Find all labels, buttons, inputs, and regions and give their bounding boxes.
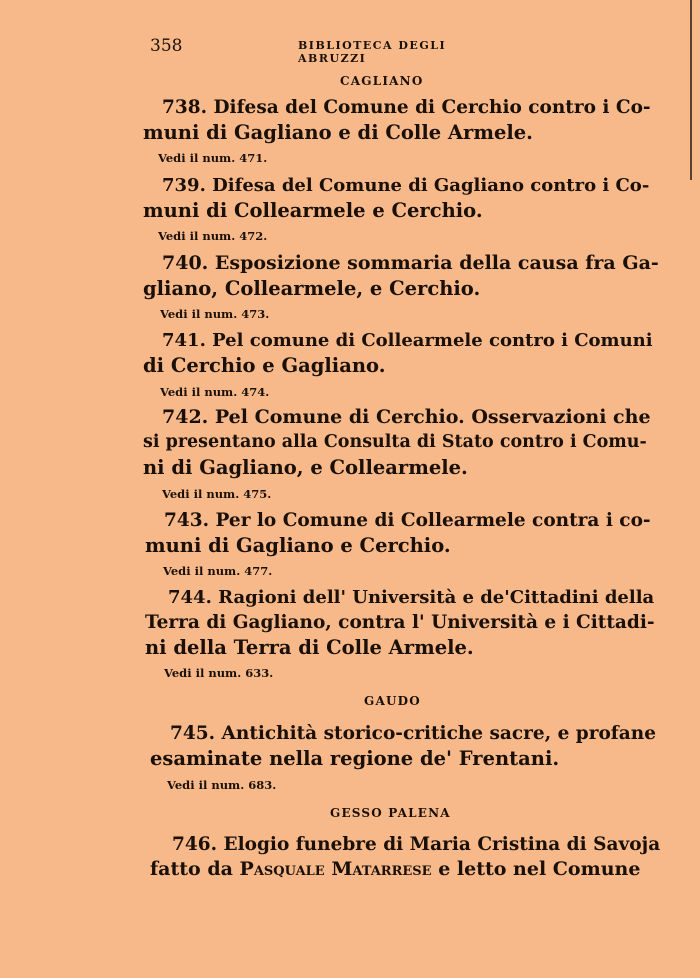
entry-number: 744. <box>168 587 212 608</box>
entry-text: Pel comune di Collearmele contro i Comuni <box>212 330 653 351</box>
entry-746-line-2 <box>150 857 640 882</box>
entry-text: Difesa del Comune di Gagliano contro i Co- <box>212 175 650 196</box>
entry-743-line-2: muni di Gagliano e Cerchio. <box>145 534 451 557</box>
entry-text: e letto nel Comune <box>431 858 641 880</box>
entry-number: 742. <box>162 406 209 428</box>
entry-text: Difesa del Comune di Cerchio contro i Co- <box>213 97 651 118</box>
entry-743-line-1 <box>164 508 651 533</box>
cross-reference: Vedi il num. 473. <box>160 307 270 321</box>
cross-reference: Vedi il num. 475. <box>162 487 272 501</box>
entry-746-line-1 <box>172 832 660 857</box>
entry-745-line-1 <box>170 721 656 746</box>
entry-number: 745. <box>170 723 216 744</box>
entry-739-line-2: muni di Collearmele e Cerchio. <box>143 199 483 222</box>
entry-738-line-1 <box>162 95 651 120</box>
section-heading: GESSO PALENA <box>330 806 451 820</box>
cross-reference: Vedi il num. 683. <box>167 778 277 792</box>
entry-742-line-2: si presentano alla Consulta di Stato contro i Comu- <box>143 432 647 452</box>
author-name: Pasquale Matarrese <box>239 858 432 880</box>
section-heading: GAUDO <box>364 694 421 708</box>
entry-text: Ragioni dell' Università e de'Cittadini della <box>218 587 655 608</box>
page-edge-rule <box>690 0 692 180</box>
entry-text: Elogio funebre di Maria Cristina di Savoja <box>223 834 661 855</box>
running-head <box>150 36 510 65</box>
entry-740-line-1 <box>162 251 659 276</box>
cross-reference: Vedi il num. 477. <box>163 564 273 578</box>
section-heading: CAGLIANO <box>340 74 424 88</box>
entry-number: 741. <box>162 330 206 351</box>
entry-741-line-1 <box>162 328 653 353</box>
cross-reference: Vedi il num. 474. <box>160 385 270 399</box>
entry-number: 739. <box>162 175 206 196</box>
entry-745-line-2: esaminate nella regione de' Frentani. <box>150 747 560 770</box>
entry-text: Antichità storico-critiche sacre, e profane <box>221 723 656 744</box>
cross-reference: Vedi il num. 471. <box>158 151 268 165</box>
entry-742-line-3: ni di Gagliano, e Collearmele. <box>143 456 468 479</box>
entry-number: 738. <box>162 97 208 118</box>
page-number: 358 <box>150 36 183 56</box>
entry-744-line-3: ni della Terra di Colle Armele. <box>145 636 474 659</box>
entry-text: Esposizione sommaria della causa fra Ga- <box>214 252 659 274</box>
entry-number: 743. <box>164 510 210 531</box>
entry-739-line-1 <box>162 173 649 198</box>
cross-reference: Vedi il num. 633. <box>164 666 274 680</box>
entry-740-line-2: gliano, Collearmele, e Cerchio. <box>143 277 481 300</box>
cross-reference: Vedi il num. 472. <box>158 229 268 243</box>
entry-741-line-2: di Cerchio e Gagliano. <box>143 354 386 377</box>
entry-text: Per lo Comune di Collearmele contra i co- <box>215 510 651 531</box>
entry-number: 746. <box>172 834 218 855</box>
entry-744-line-1 <box>168 585 654 610</box>
entry-742-line-1 <box>162 405 651 430</box>
running-title: BIBLIOTECA DEGLI ABRUZZI <box>298 39 447 65</box>
entry-744-line-2: Terra di Gagliano, contra l' Università e i Cittadi- <box>145 612 655 633</box>
entry-738-line-2: muni di Gagliano e di Colle Armele. <box>143 121 533 144</box>
entry-text: fatto da <box>150 858 240 880</box>
entry-number: 740. <box>162 252 209 274</box>
entry-text: Pel Comune di Cerchio. Osservazioni che <box>214 406 651 428</box>
